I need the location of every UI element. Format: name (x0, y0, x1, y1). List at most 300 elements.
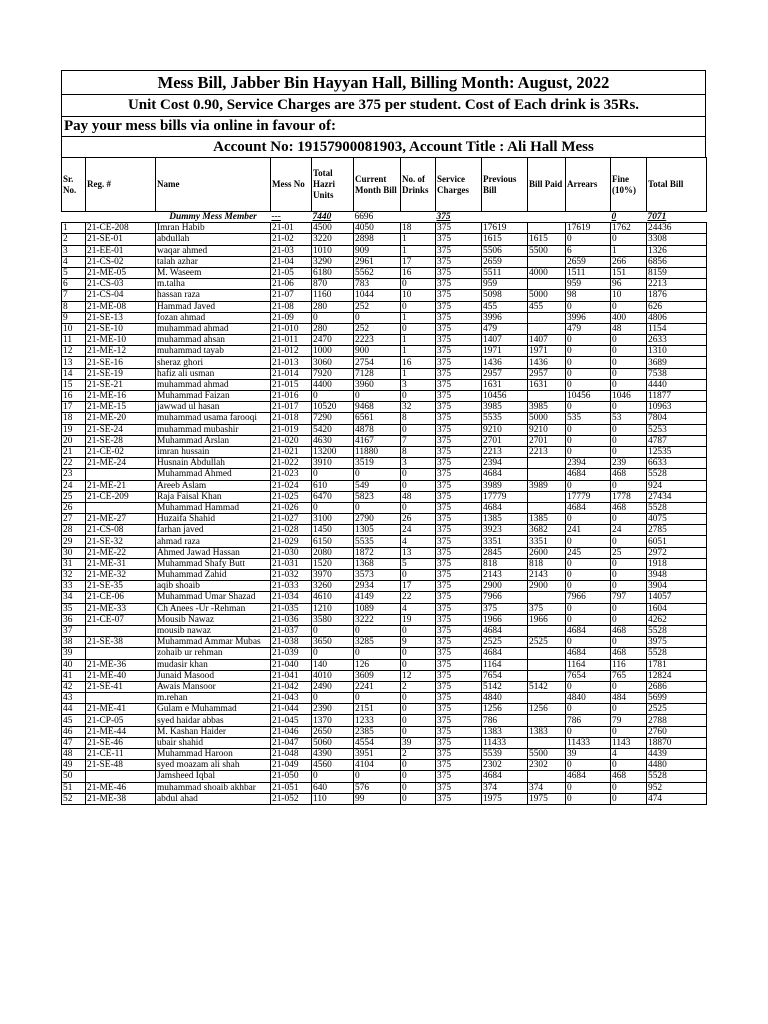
cell-service-charges: 375 (436, 693, 482, 704)
cell-service-charges: 375 (436, 413, 482, 424)
cell-arrears: 0 (566, 234, 611, 245)
cell-hazri-units: 0 (312, 391, 354, 402)
cell-current-bill: 2241 (354, 681, 401, 692)
cell-current-bill: 2151 (354, 704, 401, 715)
cell-previous-bill: 375 (482, 603, 528, 614)
cell-service-charges: 375 (436, 704, 482, 715)
cell-reg-no: 21-SE-35 (86, 581, 156, 592)
cell-current-bill: 1044 (354, 290, 401, 301)
cell-fine: 0 (611, 514, 647, 525)
cell-arrears: 241 (566, 525, 611, 536)
cell-sr-no: 13 (62, 357, 86, 368)
cell-mess-no: 21-06 (271, 279, 312, 290)
cell-reg-no: 21-ME-44 (86, 726, 156, 737)
column-header-mess-no: Mess No (271, 158, 312, 212)
cell-reg-no: 21-ME-16 (86, 391, 156, 402)
cell-name: Areeb Aslam (156, 480, 271, 491)
cell-fine: 468 (611, 771, 647, 782)
cell-sr-no: 17 (62, 402, 86, 413)
cell-mess-no: 21-027 (271, 514, 312, 525)
cell-service-charges: 375 (436, 793, 482, 804)
column-header-service-charges: Service Charges (436, 158, 482, 212)
cell-arrears: 11433 (566, 737, 611, 748)
cell-service-charges: 375 (436, 480, 482, 491)
table-row (62, 402, 707, 413)
table-row (62, 491, 707, 502)
cell-drinks: 19 (401, 614, 436, 625)
cell-service-charges: 375 (436, 346, 482, 357)
table-row (62, 223, 707, 234)
cell-drinks: 0 (401, 760, 436, 771)
cell-total-bill: 2788 (647, 715, 707, 726)
cell-previous-bill: 818 (482, 558, 528, 569)
cell-mess-no: 21-020 (271, 435, 312, 446)
cell-sr-no: 5 (62, 267, 86, 278)
cell-sr-no: 12 (62, 346, 86, 357)
cell-drinks: 8 (401, 413, 436, 424)
cell-drinks: 0 (401, 659, 436, 670)
cell-hazri-units: 280 (312, 323, 354, 334)
cell-fine: 266 (611, 256, 647, 267)
cell-name: Huzaifa Shahid (156, 514, 271, 525)
cell-drinks: 4 (401, 603, 436, 614)
cell-name: Gulam e Muhammad (156, 704, 271, 715)
cell-arrears: 0 (566, 357, 611, 368)
cell-name: Mousib Nawaz (156, 614, 271, 625)
cell-hazri-units: 3970 (312, 570, 354, 581)
cell-drinks: 48 (401, 491, 436, 502)
cell-sr-no: 38 (62, 637, 86, 648)
cell-drinks: 5 (401, 558, 436, 569)
cell-mess-no: 21-011 (271, 335, 312, 346)
cell-current-bill: 909 (354, 245, 401, 256)
table-row (62, 771, 707, 782)
cell-current-bill: 3951 (354, 749, 401, 760)
cell-previous-bill: 10456 (482, 391, 528, 402)
cell-name: imran hussain (156, 446, 271, 457)
table-row (62, 637, 707, 648)
cell-sr-no: 44 (62, 704, 86, 715)
cell-service-charges: 375 (436, 279, 482, 290)
cell-drinks: 1 (401, 346, 436, 357)
table-row (62, 368, 707, 379)
cell-hazri-units: 4630 (312, 435, 354, 446)
cell-hazri-units: 2390 (312, 704, 354, 715)
cell-sr-no: 18 (62, 413, 86, 424)
column-header-bill-paid: Bill Paid (528, 158, 566, 212)
cell-name: muhammad tayab (156, 346, 271, 357)
cell-drinks: 0 (401, 301, 436, 312)
cell-service-charges: 375 (436, 670, 482, 681)
cell-sr-no: 45 (62, 715, 86, 726)
cell-sr-no: 8 (62, 301, 86, 312)
cell-drinks: 1 (401, 245, 436, 256)
cell-reg-no: 21-CE-11 (86, 749, 156, 760)
cell-mess-no: 21-024 (271, 480, 312, 491)
cell-sr-no: 2 (62, 234, 86, 245)
cell-mess-no: 21-029 (271, 536, 312, 547)
cell-sr-no: 28 (62, 525, 86, 536)
cell-reg-no: 21-SE-38 (86, 637, 156, 648)
cell-total-bill: 5528 (647, 502, 707, 513)
dummy-cell-name: Dummy Mess Member (156, 212, 271, 223)
cell-mess-no: 21-038 (271, 637, 312, 648)
cell-arrears: 7966 (566, 592, 611, 603)
cell-drinks: 16 (401, 267, 436, 278)
cell-drinks: 12 (401, 670, 436, 681)
table-row (62, 592, 707, 603)
cell-arrears: 1511 (566, 267, 611, 278)
cell-sr-no: 26 (62, 502, 86, 513)
cell-service-charges: 375 (436, 603, 482, 614)
table-row (62, 290, 707, 301)
cell-service-charges: 375 (436, 502, 482, 513)
cell-name: Muhammad Hammad (156, 502, 271, 513)
cell-name: muhammad ahsan (156, 335, 271, 346)
cell-mess-no: 21-044 (271, 704, 312, 715)
unit-cost-line: Unit Cost 0.90, Service Charges are 375 per student. Cost of Each drink is 35Rs. (61, 94, 706, 116)
cell-service-charges: 375 (436, 648, 482, 659)
cell-fine: 53 (611, 413, 647, 424)
cell-bill-paid (528, 323, 566, 334)
cell-hazri-units: 4390 (312, 749, 354, 760)
cell-hazri-units: 0 (312, 502, 354, 513)
cell-current-bill: 576 (354, 782, 401, 793)
cell-current-bill: 5823 (354, 491, 401, 502)
cell-name: Imran Habib (156, 223, 271, 234)
cell-total-bill: 10963 (647, 402, 707, 413)
cell-arrears: 959 (566, 279, 611, 290)
cell-hazri-units: 3910 (312, 458, 354, 469)
cell-reg-no: 21-ME-33 (86, 603, 156, 614)
cell-current-bill: 3573 (354, 570, 401, 581)
cell-fine: 0 (611, 570, 647, 581)
cell-fine: 765 (611, 670, 647, 681)
cell-reg-no: 21-SE-32 (86, 536, 156, 547)
cell-arrears: 0 (566, 402, 611, 413)
cell-mess-no: 21-018 (271, 413, 312, 424)
cell-fine: 0 (611, 558, 647, 569)
cell-hazri-units: 610 (312, 480, 354, 491)
cell-mess-no: 21-09 (271, 312, 312, 323)
cell-current-bill: 3222 (354, 614, 401, 625)
cell-sr-no: 4 (62, 256, 86, 267)
cell-sr-no: 16 (62, 391, 86, 402)
cell-fine: 1762 (611, 223, 647, 234)
cell-drinks: 39 (401, 737, 436, 748)
cell-drinks: 26 (401, 514, 436, 525)
cell-reg-no: 21-CS-08 (86, 525, 156, 536)
cell-drinks: 9 (401, 637, 436, 648)
cell-bill-paid (528, 659, 566, 670)
cell-name: abdullah (156, 234, 271, 245)
cell-total-bill: 6856 (647, 256, 707, 267)
cell-hazri-units: 3060 (312, 357, 354, 368)
cell-service-charges: 375 (436, 335, 482, 346)
cell-current-bill: 0 (354, 625, 401, 636)
cell-drinks: 2 (401, 749, 436, 760)
cell-total-bill: 7804 (647, 413, 707, 424)
cell-bill-paid: 5142 (528, 681, 566, 692)
cell-bill-paid (528, 256, 566, 267)
cell-hazri-units: 0 (312, 648, 354, 659)
cell-drinks: 0 (401, 726, 436, 737)
cell-current-bill: 783 (354, 279, 401, 290)
cell-arrears: 4840 (566, 693, 611, 704)
table-row (62, 681, 707, 692)
cell-arrears: 479 (566, 323, 611, 334)
cell-mess-no: 21-033 (271, 581, 312, 592)
cell-fine: 239 (611, 458, 647, 469)
table-row (62, 525, 707, 536)
cell-hazri-units: 4500 (312, 223, 354, 234)
cell-total-bill: 4806 (647, 312, 707, 323)
cell-total-bill: 5528 (647, 771, 707, 782)
cell-bill-paid: 5500 (528, 245, 566, 256)
cell-current-bill: 3285 (354, 637, 401, 648)
cell-sr-no: 23 (62, 469, 86, 480)
cell-sr-no: 19 (62, 424, 86, 435)
table-row (62, 614, 707, 625)
dummy-cell-previous-bill (482, 212, 528, 223)
dummy-cell-current-bill: 6696 (354, 212, 401, 223)
cell-fine: 25 (611, 547, 647, 558)
cell-reg-no: 21-ME-38 (86, 793, 156, 804)
cell-drinks: 1 (401, 335, 436, 346)
cell-reg-no: 21-CE-208 (86, 223, 156, 234)
cell-name: ahmad raza (156, 536, 271, 547)
cell-service-charges: 375 (436, 223, 482, 234)
cell-current-bill: 7128 (354, 368, 401, 379)
cell-previous-bill: 2302 (482, 760, 528, 771)
cell-previous-bill: 374 (482, 782, 528, 793)
cell-fine: 1046 (611, 391, 647, 402)
table-row (62, 670, 707, 681)
cell-bill-paid: 375 (528, 603, 566, 614)
cell-service-charges: 375 (436, 256, 482, 267)
cell-mess-no: 21-012 (271, 346, 312, 357)
cell-mess-no: 21-016 (271, 391, 312, 402)
cell-reg-no: 21-CE-209 (86, 491, 156, 502)
cell-total-bill: 474 (647, 793, 707, 804)
cell-mess-no: 21-040 (271, 659, 312, 670)
cell-bill-paid: 1631 (528, 379, 566, 390)
cell-name: farhan javed (156, 525, 271, 536)
cell-drinks: 0 (401, 704, 436, 715)
cell-reg-no: 21-CS-03 (86, 279, 156, 290)
cell-hazri-units: 1370 (312, 715, 354, 726)
cell-hazri-units: 1450 (312, 525, 354, 536)
cell-previous-bill: 4684 (482, 502, 528, 513)
cell-fine: 116 (611, 659, 647, 670)
cell-previous-bill: 3985 (482, 402, 528, 413)
cell-reg-no: 21-ME-21 (86, 480, 156, 491)
cell-bill-paid: 1407 (528, 335, 566, 346)
cell-current-bill: 0 (354, 502, 401, 513)
cell-sr-no: 43 (62, 693, 86, 704)
cell-total-bill: 1876 (647, 290, 707, 301)
cell-name: Muhammad Faizan (156, 391, 271, 402)
cell-arrears: 0 (566, 424, 611, 435)
cell-total-bill: 5253 (647, 424, 707, 435)
cell-arrears: 1164 (566, 659, 611, 670)
cell-drinks: 2 (401, 681, 436, 692)
cell-sr-no: 35 (62, 603, 86, 614)
cell-bill-paid: 1385 (528, 514, 566, 525)
cell-reg-no (86, 693, 156, 704)
cell-mess-no: 21-022 (271, 458, 312, 469)
cell-hazri-units: 1160 (312, 290, 354, 301)
cell-current-bill: 0 (354, 693, 401, 704)
account-details: Account No: 19157900081903, Account Title : Ali Hall Mess (61, 136, 706, 157)
cell-hazri-units: 5060 (312, 737, 354, 748)
cell-name: waqar ahmed (156, 245, 271, 256)
cell-service-charges: 375 (436, 581, 482, 592)
cell-mess-no: 21-043 (271, 693, 312, 704)
cell-current-bill: 0 (354, 648, 401, 659)
cell-reg-no: 21-CE-02 (86, 446, 156, 457)
cell-total-bill: 18870 (647, 737, 707, 748)
cell-fine: 24 (611, 525, 647, 536)
cell-reg-no: 21-ME-15 (86, 402, 156, 413)
cell-current-bill: 549 (354, 480, 401, 491)
cell-previous-bill: 1971 (482, 346, 528, 357)
cell-current-bill: 2898 (354, 234, 401, 245)
cell-sr-no: 25 (62, 491, 86, 502)
cell-total-bill: 2760 (647, 726, 707, 737)
cell-current-bill: 2934 (354, 581, 401, 592)
cell-arrears: 0 (566, 346, 611, 357)
cell-drinks: 3 (401, 379, 436, 390)
cell-bill-paid: 3682 (528, 525, 566, 536)
cell-current-bill: 0 (354, 469, 401, 480)
cell-fine: 0 (611, 435, 647, 446)
cell-total-bill: 24436 (647, 223, 707, 234)
cell-previous-bill: 17619 (482, 223, 528, 234)
cell-previous-bill: 2394 (482, 458, 528, 469)
table-row (62, 570, 707, 581)
cell-previous-bill: 2900 (482, 581, 528, 592)
cell-previous-bill: 2213 (482, 446, 528, 457)
cell-reg-no: 21-SE-41 (86, 681, 156, 692)
cell-total-bill: 1154 (647, 323, 707, 334)
cell-reg-no: 21-EE-01 (86, 245, 156, 256)
cell-previous-bill: 7966 (482, 592, 528, 603)
table-row (62, 749, 707, 760)
cell-name: muhammad mubashir (156, 424, 271, 435)
cell-service-charges: 375 (436, 301, 482, 312)
cell-total-bill: 952 (647, 782, 707, 793)
cell-bill-paid: 2302 (528, 760, 566, 771)
cell-reg-no: 21-ME-36 (86, 659, 156, 670)
cell-bill-paid: 1383 (528, 726, 566, 737)
cell-arrears: 0 (566, 368, 611, 379)
table-row (62, 446, 707, 457)
cell-service-charges: 375 (436, 681, 482, 692)
cell-hazri-units: 6150 (312, 536, 354, 547)
cell-service-charges: 375 (436, 558, 482, 569)
cell-bill-paid: 1971 (528, 346, 566, 357)
table-row (62, 726, 707, 737)
cell-bill-paid (528, 458, 566, 469)
table-row (62, 693, 707, 704)
cell-sr-no: 9 (62, 312, 86, 323)
cell-bill-paid: 1975 (528, 793, 566, 804)
cell-name: hassan raza (156, 290, 271, 301)
cell-bill-paid: 5000 (528, 290, 566, 301)
cell-current-bill: 1089 (354, 603, 401, 614)
cell-drinks: 0 (401, 782, 436, 793)
cell-mess-no: 21-017 (271, 402, 312, 413)
cell-mess-no: 21-01 (271, 223, 312, 234)
cell-bill-paid: 818 (528, 558, 566, 569)
cell-fine: 0 (611, 726, 647, 737)
cell-drinks: 32 (401, 402, 436, 413)
cell-fine: 797 (611, 592, 647, 603)
cell-fine: 0 (611, 480, 647, 491)
cell-previous-bill: 479 (482, 323, 528, 334)
table-row (62, 793, 707, 804)
cell-arrears: 0 (566, 760, 611, 771)
table-row (62, 245, 707, 256)
table-row (62, 715, 707, 726)
cell-mess-no: 21-035 (271, 603, 312, 614)
cell-drinks: 0 (401, 648, 436, 659)
cell-bill-paid: 9210 (528, 424, 566, 435)
cell-current-bill: 126 (354, 659, 401, 670)
cell-name: Ch Anees -Ur -Rehman (156, 603, 271, 614)
cell-fine: 48 (611, 323, 647, 334)
cell-sr-no: 30 (62, 547, 86, 558)
table-row (62, 737, 707, 748)
cell-fine: 1143 (611, 737, 647, 748)
cell-arrears: 17779 (566, 491, 611, 502)
cell-service-charges: 375 (436, 234, 482, 245)
dummy-cell-total-bill: 7071 (647, 212, 707, 223)
cell-arrears: 17619 (566, 223, 611, 234)
cell-sr-no: 20 (62, 435, 86, 446)
cell-arrears: 0 (566, 570, 611, 581)
cell-sr-no: 24 (62, 480, 86, 491)
cell-mess-no: 21-036 (271, 614, 312, 625)
cell-reg-no: 21-CE-07 (86, 614, 156, 625)
cell-total-bill: 1310 (647, 346, 707, 357)
cell-sr-no: 21 (62, 446, 86, 457)
cell-hazri-units: 140 (312, 659, 354, 670)
cell-arrears: 4684 (566, 502, 611, 513)
cell-arrears: 0 (566, 558, 611, 569)
cell-current-bill: 4167 (354, 435, 401, 446)
cell-bill-paid (528, 223, 566, 234)
cell-drinks: 0 (401, 793, 436, 804)
cell-total-bill: 5528 (647, 625, 707, 636)
table-row (62, 256, 707, 267)
cell-service-charges: 375 (436, 749, 482, 760)
cell-bill-paid: 2143 (528, 570, 566, 581)
cell-reg-no: 21-ME-32 (86, 570, 156, 581)
cell-mess-no: 21-045 (271, 715, 312, 726)
cell-name: jawwad ul hasan (156, 402, 271, 413)
table-row (62, 659, 707, 670)
cell-reg-no (86, 648, 156, 659)
cell-sr-no: 41 (62, 670, 86, 681)
cell-hazri-units: 0 (312, 469, 354, 480)
dummy-cell-mess-no: --- (271, 212, 312, 223)
column-header-total-bill: Total Bill (647, 158, 707, 212)
cell-reg-no: 21-CP-05 (86, 715, 156, 726)
cell-service-charges: 375 (436, 312, 482, 323)
cell-fine: 0 (611, 681, 647, 692)
